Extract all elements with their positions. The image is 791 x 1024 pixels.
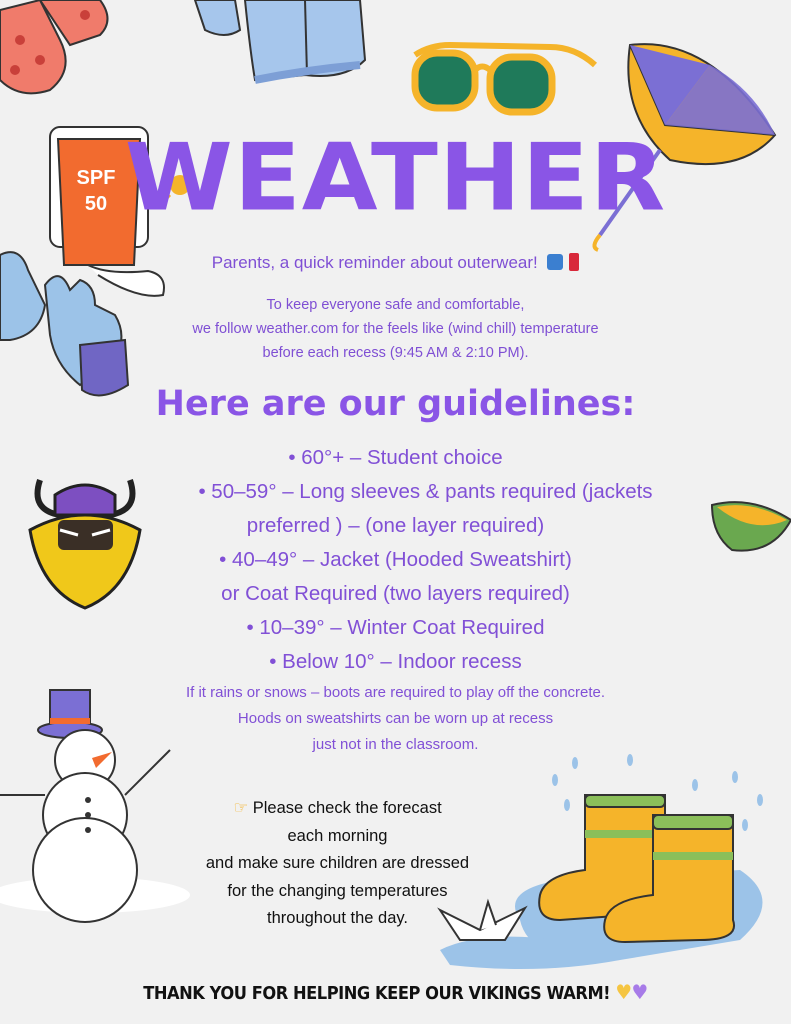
guidelines-heading: Here are our guidelines:: [155, 384, 636, 424]
guideline-line: • 10–39° – Winter Coat Required: [246, 616, 545, 639]
intro-line: before each recess (9:45 AM & 2:10 PM).: [262, 345, 529, 361]
forecast-line-text: Please check the forecast: [252, 799, 442, 817]
intro-line: To keep everyone safe and comfortable,: [266, 297, 525, 313]
intro-text: [0, 293, 791, 365]
guidelines-list: [0, 441, 791, 679]
jacket-icon: [195, 0, 370, 85]
guideline-line: or Coat Required (two layers required): [221, 582, 570, 605]
note-line: If it rains or snows – boots are required to play off the concrete.: [185, 684, 606, 701]
subtitle: [0, 253, 791, 273]
yellow-heart-icon: ♥: [615, 980, 632, 1004]
intro-line: we follow weather.com for the feels like (wind chill) temperature: [192, 321, 599, 337]
note-line: just not in the classroom.: [312, 736, 479, 753]
socks-icon: [0, 0, 120, 95]
forecast-reminder: [160, 795, 515, 933]
forecast-line: [160, 795, 515, 823]
jacket-emoji-icon: [547, 254, 563, 270]
guideline-line: • Below 10° – Indoor recess: [269, 650, 522, 673]
forecast-line: and make sure children are dressed: [205, 854, 470, 872]
pointing-hand-icon: ☞: [233, 799, 249, 817]
forecast-line: each morning: [287, 826, 388, 845]
scarf-emoji-icon: [569, 253, 579, 271]
guideline-line: preferred ) – (one layer required): [246, 514, 545, 537]
thank-you-message: [28, 980, 764, 1004]
spf-label: SPF: [76, 167, 116, 189]
purple-heart-icon: ♥: [631, 980, 648, 1004]
note-line: Hoods on sweatshirts can be worn up at recess: [237, 710, 554, 727]
spf-value: 50: [84, 193, 108, 215]
guideline-line: • 40–49° – Jacket (Hooded Sweatshirt): [219, 548, 572, 571]
rain-notes: [0, 680, 791, 758]
forecast-line: throughout the day.: [267, 909, 408, 927]
forecast-line: for the changing temperatures: [227, 881, 448, 900]
guideline-line: • 60°+ – Student choice: [288, 446, 503, 469]
page-title: WEATHER: [124, 123, 667, 233]
sunglasses-icon: [410, 35, 600, 120]
guideline-line: • 50–59° – Long sleeves & pants required (jackets: [198, 480, 653, 503]
thank-you-text: THANK YOU FOR HELPING KEEP OUR VIKINGS WARM!: [143, 984, 611, 1004]
subtitle-text: Parents, a quick reminder about outerwear!: [211, 253, 538, 272]
